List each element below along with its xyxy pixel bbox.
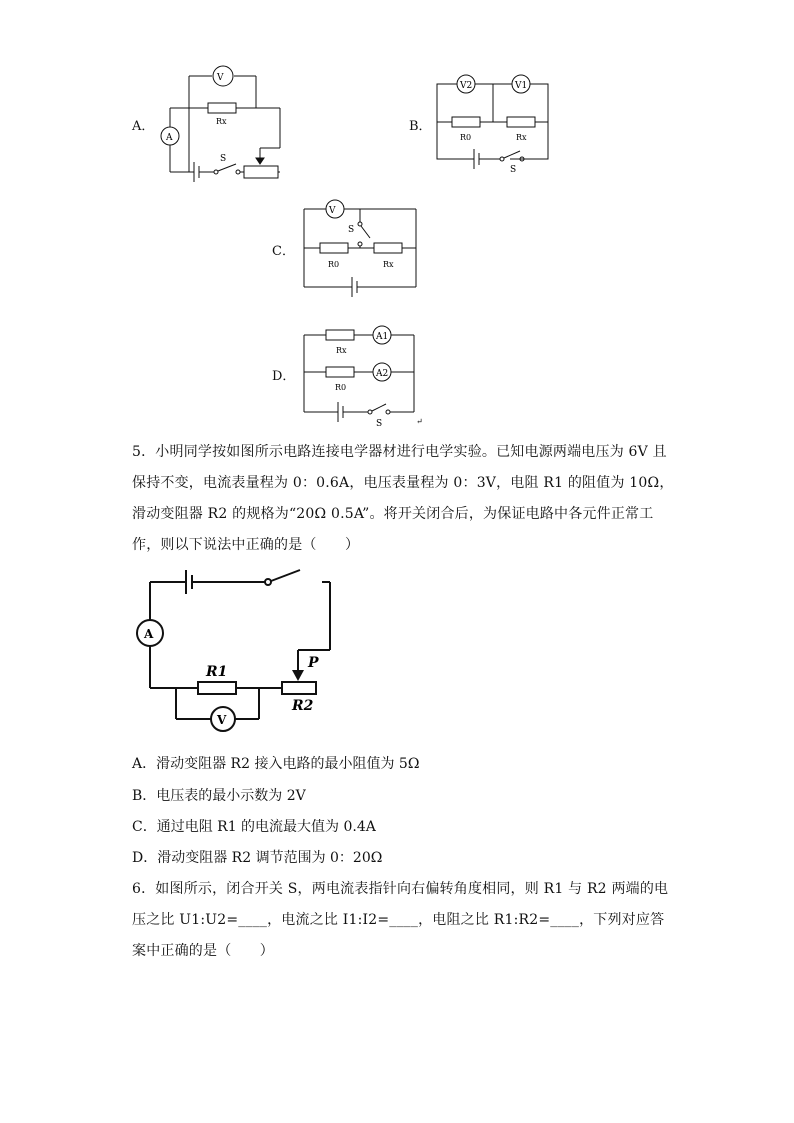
c-voltmeter-mark: V [329,206,336,216]
q5-voltmeter-mark: V [217,713,227,727]
q5-r2-mark: R2 [292,698,314,714]
a-voltmeter-mark: V [217,73,224,83]
q5-option-b: B．电压表的最小示数为 2V [132,788,306,804]
c-rx-mark: Rx [383,260,394,269]
option-d-label: D． [272,369,296,384]
b-rx-mark: Rx [516,133,527,142]
d-ammeter-a2-mark: A2 [376,369,389,379]
q5-slider-p-mark: P [308,655,319,671]
d-ammeter-a1-mark: A1 [376,332,389,342]
d-switch-mark: S [376,419,383,429]
b-r0-mark: R0 [460,133,472,142]
q5-option-a: A．滑动变阻器 R2 接入电路的最小阻值为 5Ω [132,756,420,772]
option-a-label: A． [132,119,155,134]
b-voltmeter-v2-mark: V2 [460,81,473,91]
b-switch-mark: S [510,165,517,175]
d-r0-mark: R0 [335,383,347,392]
question-6-text: 6．如图所示，闭合开关 S，两电流表指针向右偏转角度相同，则 R1 与 R2 两端的电压之比 U1:U2=____，电流之比 I1:I2=____，电阻之比 R1:R2=____，下列对应答案中正确的是（ ） [132,881,669,959]
q5-option-c: C．通过电阻 R1 的电流最大值为 0.4A [132,819,376,835]
stray-mark: ↵ [416,417,423,426]
a-ammeter-mark: A [166,133,173,143]
a-rx-mark: Rx [216,117,227,126]
c-r0-mark: R0 [328,260,340,269]
a-switch-mark: S [220,154,227,164]
d-rx-mark: Rx [336,346,347,355]
option-c-label: C． [272,244,295,259]
q5-ammeter-mark: A [144,627,154,641]
question-5-text: 5．小明同学按如图所示电路连接电学器材进行电学实验。已知电源两端电压为 6V 且保持不变，电流表量程为 0：0.6A，电压表量程为 0：3V，电阻 R1 的阻值为 10Ω，滑动变阻器 R2 的规格为“20Ω 0.5A”。将开关闭合后，为保证电路中各元件正常工作，则以下说法中正确的是（ ） [132,444,674,553]
q5-r1-mark: R1 [206,664,228,680]
c-switch-mark: S [348,225,355,235]
option-b-label: B． [409,119,432,134]
q5-option-d: D．滑动变阻器 R2 调节范围为 0：20Ω [132,850,383,866]
b-voltmeter-v1-mark: V1 [515,81,528,91]
